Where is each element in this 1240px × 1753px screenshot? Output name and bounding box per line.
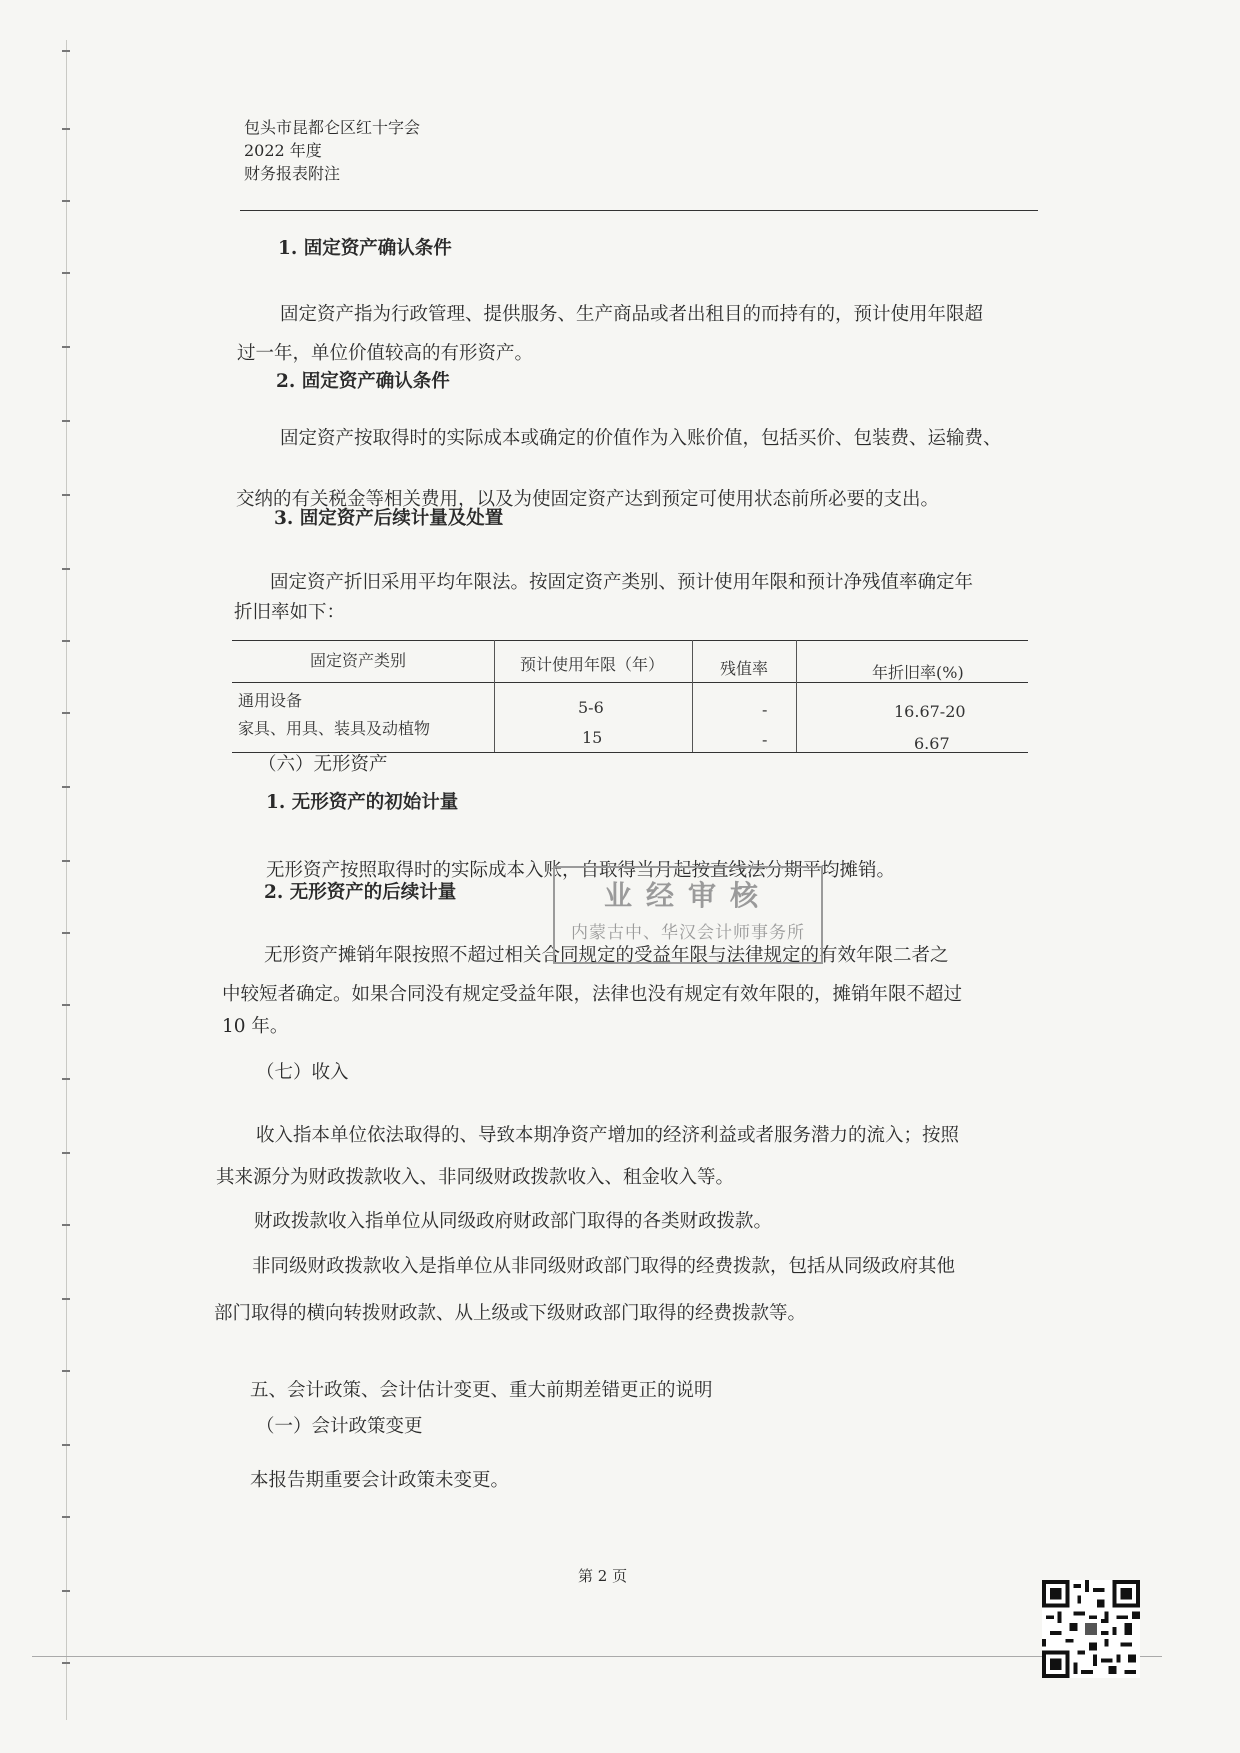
- fixed-asset-heading-2: 2. 固定资产确认条件: [276, 371, 450, 392]
- fixed-asset-para-3-line-2: 折旧率如下：: [234, 602, 346, 623]
- table-header-residual-rate: 残值率: [720, 659, 769, 678]
- page-number: 第 2 页: [578, 1567, 628, 1585]
- audit-stamp: [553, 866, 823, 964]
- revenue-para-3-line-1: 非同级财政拨款收入是指单位从非同级财政部门取得的经费拨款，包括从同级政府其他: [252, 1256, 956, 1277]
- table-row-2-residual: -: [762, 730, 768, 749]
- intangible-para-2-line-1: 无形资产摊销年限按照不超过相关合同规定的受益年限与法律规定的有效年限二者之: [264, 945, 949, 966]
- intangible-para-2-line-3: 10 年。: [222, 1016, 289, 1037]
- revenue-para-1-line-1: 收入指本单位依法取得的、导致本期净资产增加的经济利益或者服务潜力的流入；按照: [256, 1125, 960, 1146]
- table-row-2-rate: 6.67: [914, 734, 950, 753]
- table-header-depreciation-rate: 年折旧率(%): [872, 663, 964, 682]
- footer-divider: [32, 1656, 1162, 1657]
- intangible-heading-1: 1. 无形资产的初始计量: [266, 792, 459, 813]
- table-row-2-life: 15: [582, 728, 603, 747]
- fixed-asset-para-1-line-1: 固定资产指为行政管理、提供服务、生产商品或者出租目的而持有的，预计使用年限超: [280, 304, 984, 325]
- table-header-category: 固定资产类别: [310, 651, 407, 670]
- intangible-section-title: （六）无形资产: [258, 754, 388, 775]
- table-row-1-rate: 16.67-20: [894, 702, 966, 721]
- stamp-line-2: 内蒙古中、华汉会计师事务所: [571, 923, 805, 943]
- header-org: 包头市昆都仑区红十字会: [244, 118, 421, 137]
- policy-section-title: 五、会计政策、会计估计变更、重大前期差错更正的说明: [250, 1380, 713, 1401]
- header-doc-title: 财务报表附注: [244, 164, 341, 183]
- fixed-asset-heading-1: 1. 固定资产确认条件: [278, 238, 452, 259]
- fixed-asset-heading-3: 3. 固定资产后续计量及处置: [274, 508, 504, 529]
- revenue-para-3-line-2: 部门取得的横向转拨财政款、从上级或下级财政部门取得的经费拨款等。: [214, 1303, 807, 1324]
- revenue-section-title: （七）收入: [256, 1062, 349, 1083]
- intangible-para-1: 无形资产按照取得时的实际成本入账，自取得当月起按直线法分期平均摊销。: [266, 860, 896, 881]
- fixed-asset-para-1-line-2: 过一年，单位价值较高的有形资产。: [237, 343, 534, 364]
- revenue-para-2: 财政拨款收入指单位从同级政府财政部门取得的各类财政拨款。: [254, 1211, 773, 1232]
- intangible-heading-2: 2. 无形资产的后续计量: [264, 882, 457, 903]
- header-year: 2022 年度: [244, 141, 322, 160]
- table-top-rule: [232, 640, 1028, 641]
- table-row-1-residual: -: [762, 700, 768, 719]
- table-row-1-life: 5-6: [578, 698, 604, 717]
- stamp-line-1: 业经审核: [603, 879, 772, 912]
- fixed-asset-para-3-line-1: 固定资产折旧采用平均年限法。按固定资产类别、预计使用年限和预计净残值率确定年: [270, 572, 974, 593]
- fixed-asset-para-2-line-1: 固定资产按取得时的实际成本或确定的价值作为入账价值，包括买价、包装费、运输费、: [280, 428, 1002, 449]
- page-header: [244, 116, 420, 185]
- table-row-2-category: 家具、用具、装具及动植物: [238, 719, 431, 738]
- table-header-useful-life: 预计使用年限（年）: [520, 655, 665, 674]
- revenue-para-1-line-2: 其来源分为财政拨款收入、非同级财政拨款收入、租金收入等。: [216, 1167, 735, 1188]
- fixed-asset-para-2-line-2: 交纳的有关税金等相关费用，以及为使固定资产达到预定可使用状态前所必要的支出。: [236, 489, 940, 510]
- policy-paragraph: 本报告期重要会计政策未变更。: [250, 1470, 510, 1491]
- intangible-para-2-line-2: 中较短者确定。如果合同没有规定受益年限，法律也没有规定有效年限的，摊销年限不超过: [222, 984, 963, 1005]
- table-row-1-category: 通用设备: [238, 691, 303, 710]
- policy-subsection-title: （一）会计政策变更: [256, 1416, 423, 1437]
- header-divider: [240, 210, 1038, 211]
- qr-code: [1042, 1580, 1140, 1678]
